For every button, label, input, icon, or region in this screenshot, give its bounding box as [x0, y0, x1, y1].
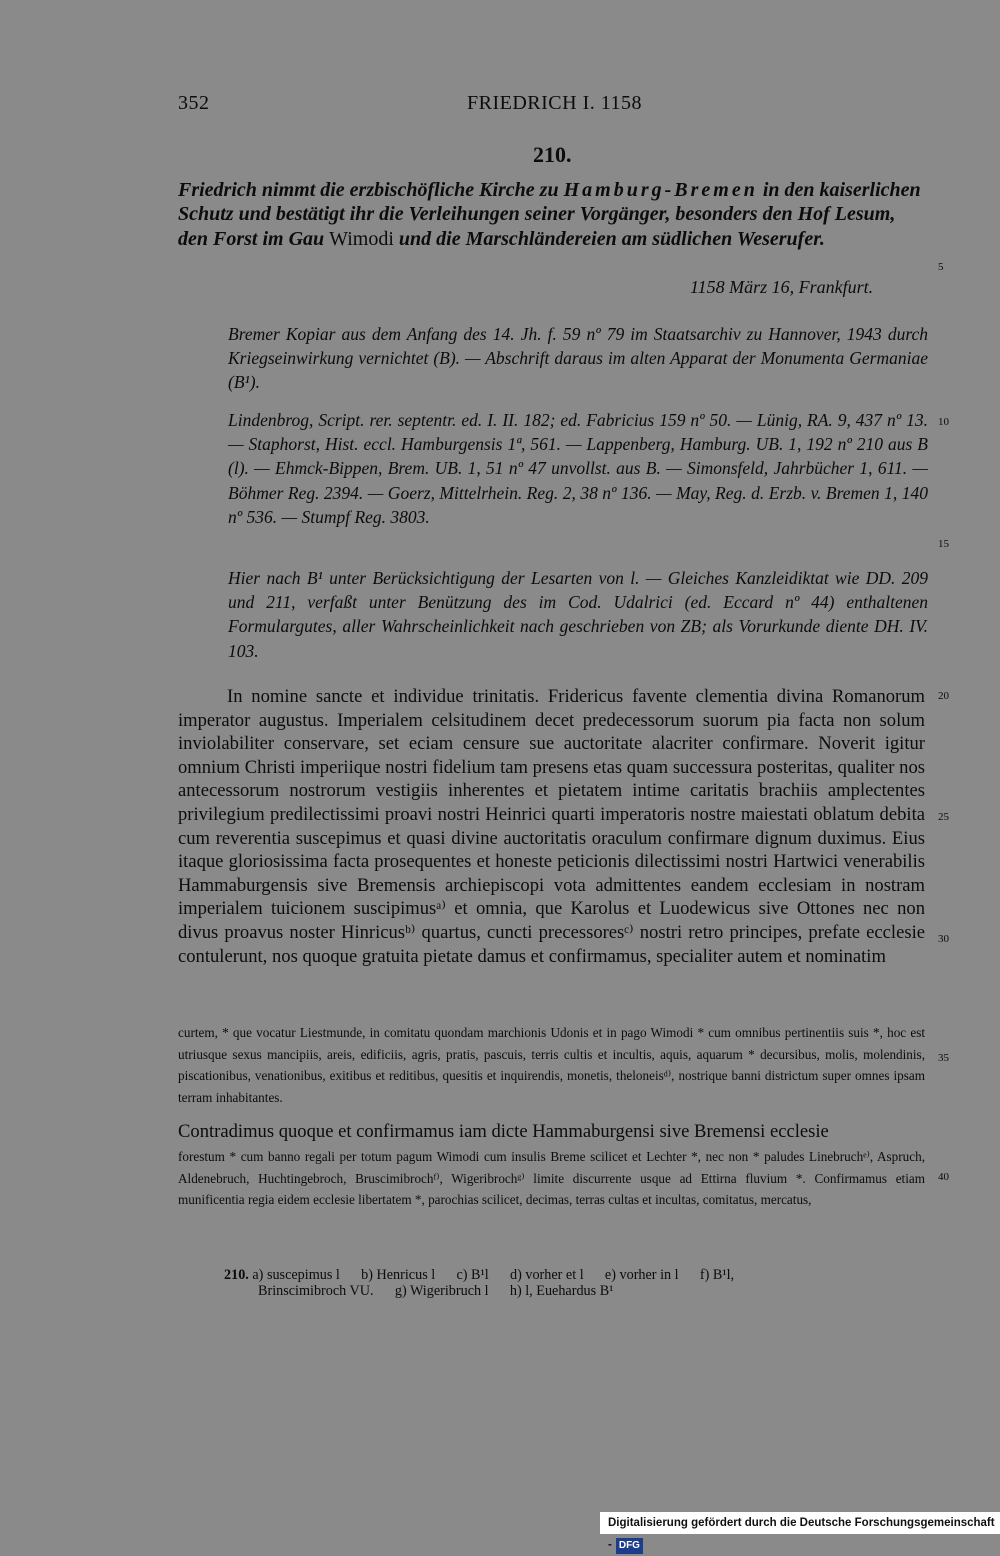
line-number: 30 — [938, 933, 949, 945]
regest-part: Friedrich nimmt die erzbischöfliche Kirche zu — [178, 179, 564, 201]
charter-text-main: In nomine sancte et individue trinitatis. Fridericus favente clementia divina Romanorum imperator augustus. Imperialem celsitudinem decet predecessorum suorum pia facta non solum inviolabiliter conservare, set eciam censure sue auctoritate alacriter confirmare. Noverit igitur omnium Christi imperiique nostri fidelium tam presens etas quam successura posteritas, qualiter nos antecessorum nostrorum vestigiis inherentes et pietatem intime caritatis brachiis amplectentes privilegium predilectissimi proavi nostri Heinrici quarti imperatoris nostre maiestati oblatum debita cum reverentia suscepimus et quasi divine auctoritatis oraculum confirmare dignum duximus. Eius itaque gloriosissima facta prosequentes et honeste peticionis dilectissimi nostri Hartwici venerabilis Hammaburgensis sive Bremensis archiepiscopi vota admittentes eandem ecclesiam in nostram imperialem tuicionem suscipimusᵃ⁾ et omnia, que Karolus et Luodewicus sive Ottones nec non divus proavus noster Hinricusᵇ⁾ quartus, cuncti precessoresᶜ⁾ nostri retro principes, prefate ecclesie contulerunt, nos quoque gratuita pietate damus et confirmamus, specialiter autem et nominatim — [178, 686, 925, 967]
line-number: 20 — [938, 690, 949, 702]
footnote-line-2: Brinscimibroch VU. g) Wigeribruch l h) l, Euehardus B¹ — [258, 1283, 614, 1299]
footnote-line-1: a) suscepimus l b) Henricus l c) B¹l d) vorher et l e) vorher in l f) B¹l, — [252, 1267, 735, 1283]
regest-place: Hamburg-Bremen — [563, 179, 758, 201]
document-number: 210. — [533, 142, 572, 167]
regest-place: Wimodi — [329, 227, 394, 250]
charter-text-small-1: curtem, * que vocatur Liestmunde, in comitatu quondam marchionis Udonis et in pago Wimodi * cum omnibus pertinentiis suis *, hoc est utriusque sexus mancipiis, areis, edificiis, agris, pratis, pascuis, terris cultis et incultis, aquis, aquarum * decursibus, molis, molendinis, piscationibus, venationibus, exitibus et reditibus, quesitis et inquirendis, monetis, theloneisᵈ⁾, nostrique banni districtum super omnes ipsam terram inhabitantes. — [178, 1025, 925, 1105]
line-number: 25 — [938, 811, 949, 823]
footnotes — [224, 1267, 734, 1284]
charter-text-small-2: forestum * cum banno regali per totum pagum Wimodi cum insulis Breme scilicet et Lechter *, nec non * paludes Linebruchᵉ⁾, Aspruch, Aldenebruch, Huchtingebroch, Bruscimibrochᶠ⁾, Wigeribrochᵍ⁾ limite discurrente usque ad Ettirna fluvium *. Confirmamus etiam munificentia regia eidem ecclesie libertatem *, parochias scilicet, decimas, terras cultas et incultas, comitatus, mercatus, — [178, 1149, 925, 1207]
regest-part: in den kaiserlichen Schutz und bestätigt ihr die Verleihungen seiner Vorgänger, besonders den Hof Lesum, den Forst im Gau — [178, 179, 921, 250]
regest-part: und die Marschländereien am südlichen Weserufer. — [393, 227, 825, 250]
charter-text-mid: Contradimus quoque et confirmamus iam dicte Hammaburgensi sive Bremensi ecclesie — [178, 1121, 829, 1142]
running-title: FRIEDRICH I. 1158 — [467, 92, 642, 114]
page-number: 352 — [178, 92, 210, 114]
digitization-credit — [600, 1512, 1000, 1551]
source-tradition: Bremer Kopiar aus dem Anfang des 14. Jh. f. 59 nº 79 im Staatsarchiv zu Hannover, 1943 durch Kriegseinwirkung vernichtet (B). — Abschrift daraus im alten Apparat der Monumenta Germaniae (B¹). — [228, 324, 928, 393]
credit-text: Digitalisierung gefördert durch die Deutsche Forschungsgemeinschaft - — [608, 1517, 995, 1551]
line-number: 5 — [938, 261, 944, 273]
line-number: 10 — [938, 416, 949, 428]
regest-summary — [178, 178, 928, 251]
date-place: 1158 März 16, Frankfurt. — [690, 277, 874, 297]
line-number: 15 — [938, 538, 949, 550]
line-number: 40 — [938, 1171, 949, 1183]
source-notes: Hier nach B¹ unter Berücksichtigung der Lesarten von l. — Gleiches Kanzleidiktat wie DD. 209 und 211, verfaßt unter Benützung des im Cod. Udalrici (ed. Eccard nº 44) enthaltenen Formulargutes, aller Wahrscheinlichkeit nach geschrieben von ZB; als Vorurkunde diente DH. IV. 103. — [228, 568, 928, 661]
line-number: 35 — [938, 1052, 949, 1064]
dfg-logo: DFG — [616, 1538, 643, 1554]
source-editions: Lindenbrog, Script. rer. septentr. ed. I. II. 182; ed. Fabricius 159 nº 50. — Lünig, RA. 9, 437 nº 13. — Staphorst, Hist. eccl. Hamburgensis 1ª, 561. — Lappenberg, Hamburg. UB. 1, 192 nº 210 aus B (l). — Ehmck-Bippen, Brem. UB. 1, 51 nº 47 unvollst. aus B. — Simonsfeld, Jahrbücher 1, 611. — Böhmer Reg. 2394. — Goerz, Mittelrhein. Reg. 2, 38 nº 136. — May, Reg. d. Erzb. v. Bremen 1, 140 nº 536. — Stumpf Reg. 3803. — [228, 410, 928, 527]
footnote-label: 210. — [224, 1267, 249, 1283]
